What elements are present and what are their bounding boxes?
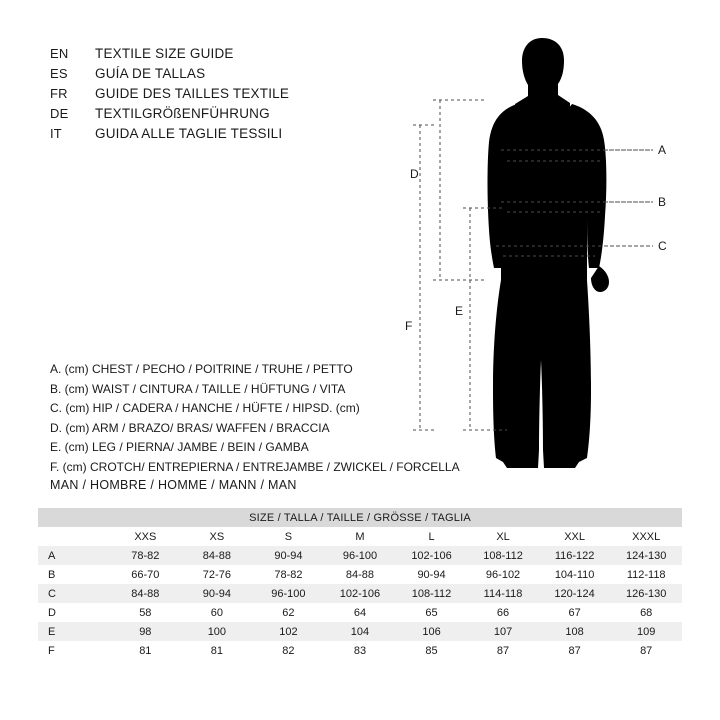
table-row bbox=[38, 546, 682, 565]
language-title-es: GUÍA DE TALLAS bbox=[95, 66, 206, 81]
language-row-de bbox=[50, 104, 380, 124]
language-title-fr: GUIDE DES TAILLES TEXTILE bbox=[95, 86, 290, 101]
cell-f-m: 83 bbox=[324, 641, 396, 660]
cell-a-xxs: 78-82 bbox=[110, 546, 182, 565]
marker-c: C bbox=[658, 239, 667, 253]
language-row-fr bbox=[50, 84, 380, 104]
cell-f-xs: 81 bbox=[181, 641, 253, 660]
legend-item-d: D. (cm) ARM / BRAZO/ BRAS/ WAFFEN / BRACCIA bbox=[50, 420, 330, 435]
legend-item-c: C. (cm) HIP / CADERA / HANCHE / HÜFTE / HIPSD. (cm) bbox=[50, 401, 360, 415]
cell-a-l: 102-106 bbox=[396, 546, 468, 565]
cell-d-xxxl: 68 bbox=[610, 603, 682, 622]
cell-b-xxxl: 112-118 bbox=[610, 565, 682, 584]
cell-f-l: 85 bbox=[396, 641, 468, 660]
language-titles bbox=[50, 44, 380, 144]
cell-c-xxl: 120-124 bbox=[539, 584, 611, 603]
column-header-l: L bbox=[396, 527, 468, 546]
gender-label: MAN / HOMBRE / HOMME / MANN / MAN bbox=[50, 478, 297, 492]
language-title-de: TEXTILGRÖßENFÜHRUNG bbox=[95, 106, 270, 121]
cell-c-xxxl: 126-130 bbox=[610, 584, 682, 603]
language-code-es: ES bbox=[50, 66, 68, 81]
legend-item-f: F. (cm) CROTCH/ ENTREPIERNA / ENTREJAMBE / ZWICKEL / FORCELLA bbox=[50, 459, 460, 474]
cell-c-xs: 90-94 bbox=[181, 584, 253, 603]
cell-c-xxs: 84-88 bbox=[110, 584, 182, 603]
table-column-row bbox=[38, 527, 682, 546]
legend bbox=[50, 360, 470, 477]
size-table-wrapper bbox=[38, 508, 682, 660]
cell-b-xl: 96-102 bbox=[467, 565, 539, 584]
row-label-d: D bbox=[38, 603, 110, 622]
column-header-s: S bbox=[253, 527, 325, 546]
cell-f-xxs: 81 bbox=[110, 641, 182, 660]
cell-d-xxs: 58 bbox=[110, 603, 182, 622]
cell-f-xl: 87 bbox=[467, 641, 539, 660]
table-header-label: SIZE / TALLA / TAILLE / GRÖSSE / TAGLIA bbox=[38, 508, 682, 527]
table-row bbox=[38, 584, 682, 603]
cell-a-s: 90-94 bbox=[253, 546, 325, 565]
marker-e: E bbox=[455, 304, 464, 318]
cell-b-s: 78-82 bbox=[253, 565, 325, 584]
column-header-xs: XS bbox=[181, 527, 253, 546]
cell-a-m: 96-100 bbox=[324, 546, 396, 565]
cell-c-xl: 114-118 bbox=[467, 584, 539, 603]
cell-a-xxxl: 124-130 bbox=[610, 546, 682, 565]
cell-d-s: 62 bbox=[253, 603, 325, 622]
legend-item-e: E. (cm) LEG / PIERNA/ JAMBE / BEIN / GAMBA bbox=[50, 440, 309, 454]
language-code-it: IT bbox=[50, 126, 62, 141]
table-row bbox=[38, 641, 682, 660]
table-row bbox=[38, 622, 682, 641]
column-header-xxxl: XXXL bbox=[610, 527, 682, 546]
man-silhouette bbox=[488, 38, 610, 468]
table-header-row bbox=[38, 508, 682, 527]
cell-a-xl: 108-112 bbox=[467, 546, 539, 565]
cell-d-m: 64 bbox=[324, 603, 396, 622]
language-row-en bbox=[50, 44, 380, 64]
cell-d-l: 65 bbox=[396, 603, 468, 622]
cell-f-xxl: 87 bbox=[539, 641, 611, 660]
cell-b-m: 84-88 bbox=[324, 565, 396, 584]
row-label-e: E bbox=[38, 622, 110, 641]
legend-item-a: A. (cm) CHEST / PECHO / POITRINE / TRUHE / PETTO bbox=[50, 362, 353, 376]
cell-e-xxs: 98 bbox=[110, 622, 182, 641]
cell-e-xs: 100 bbox=[181, 622, 253, 641]
cell-d-xs: 60 bbox=[181, 603, 253, 622]
language-code-de: DE bbox=[50, 106, 69, 121]
legend-item-b: B. (cm) WAIST / CINTURA / TAILLE / HÜFTUNG / VITA bbox=[50, 381, 346, 396]
cell-e-m: 104 bbox=[324, 622, 396, 641]
cell-e-xxxl: 109 bbox=[610, 622, 682, 641]
marker-d: D bbox=[410, 167, 419, 181]
cell-e-xl: 107 bbox=[467, 622, 539, 641]
cell-d-xl: 66 bbox=[467, 603, 539, 622]
language-row-it bbox=[50, 124, 380, 144]
cell-b-l: 90-94 bbox=[396, 565, 468, 584]
cell-e-l: 106 bbox=[396, 622, 468, 641]
column-header-m: M bbox=[324, 527, 396, 546]
language-code-en: EN bbox=[50, 46, 69, 61]
cell-c-l: 108-112 bbox=[396, 584, 468, 603]
row-label-a: A bbox=[38, 546, 110, 565]
column-header-xl: XL bbox=[467, 527, 539, 546]
cell-b-xxs: 66-70 bbox=[110, 565, 182, 584]
cell-c-m: 102-106 bbox=[324, 584, 396, 603]
language-row-es bbox=[50, 64, 380, 84]
language-title-it: GUIDA ALLE TAGLIE TESSILI bbox=[95, 126, 283, 141]
cell-a-xs: 84-88 bbox=[181, 546, 253, 565]
cell-f-xxxl: 87 bbox=[610, 641, 682, 660]
size-table bbox=[38, 508, 682, 660]
language-code-fr: FR bbox=[50, 86, 68, 101]
cell-b-xxl: 104-110 bbox=[539, 565, 611, 584]
row-label-c: C bbox=[38, 584, 110, 603]
marker-b: B bbox=[658, 195, 667, 209]
cell-e-s: 102 bbox=[253, 622, 325, 641]
cell-a-xxl: 116-122 bbox=[539, 546, 611, 565]
marker-a: A bbox=[658, 143, 667, 157]
cell-c-s: 96-100 bbox=[253, 584, 325, 603]
table-row bbox=[38, 565, 682, 584]
column-header-xxl: XXL bbox=[539, 527, 611, 546]
marker-f: F bbox=[405, 319, 413, 333]
row-label-b: B bbox=[38, 565, 110, 584]
column-header-blank bbox=[38, 527, 110, 546]
cell-d-xxl: 67 bbox=[539, 603, 611, 622]
language-title-en: TEXTILE SIZE GUIDE bbox=[95, 46, 234, 61]
table-row bbox=[38, 603, 682, 622]
column-header-xxs: XXS bbox=[110, 527, 182, 546]
cell-e-xxl: 108 bbox=[539, 622, 611, 641]
cell-f-s: 82 bbox=[253, 641, 325, 660]
cell-b-xs: 72-76 bbox=[181, 565, 253, 584]
row-label-f: F bbox=[38, 641, 110, 660]
